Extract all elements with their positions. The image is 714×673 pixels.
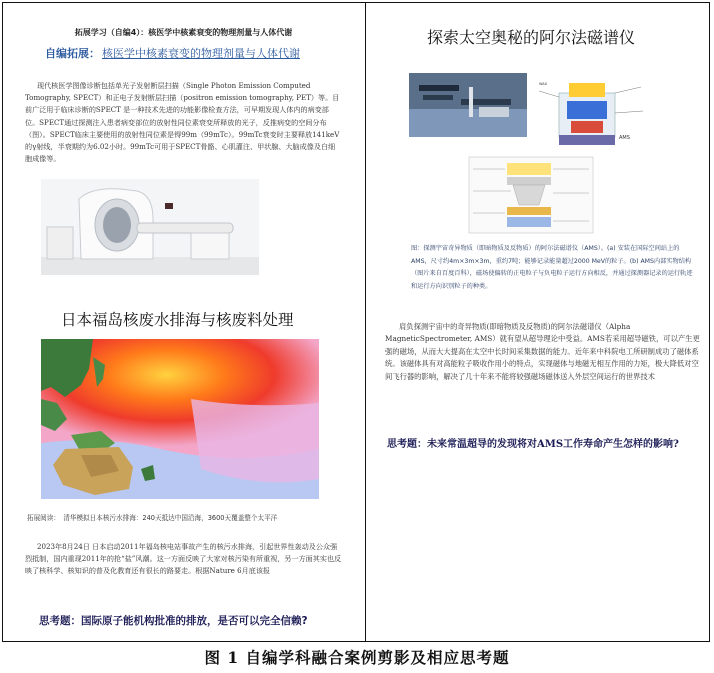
ams-composite-image [409,73,651,235]
ams-caption: 图：探测宇宙奇异物质（即暗物质及反物质）的阿尔法磁谱仪（AMS）。(a) 安装在国际空间站上的AMS，尺寸约4m×3m×3m，重约7吨；能够记录能量超过2000 MeV的粒子。(b) AMS内部实物结构（图片来自百度百科），磁场使偏转的正电粒子与负电粒子运行方向相反，并通过探测器记录的运行轨迹和运行方向识别粒子的种类。 [411,245,693,290]
pacific-dispersion-map [41,339,319,499]
ams-paragraph: 肩负探测宇宙中的奇异物质(即暗物质及反物质)的阿尔法磁谱仪（Alpha MagneticSpectrometer, AMS）就有望从超导理论中受益。AMS若采用超导磁铁，可以产生更强的磁场，从而大大提高在太空中长时间采集数据的能力。近年来中科院电工所研制成功了磁体系统。该磁体具有对高能粒子吸收作用小的特点，实现磁体与地磁无相互作用的力矩，极大降低对空间飞行器的影响，解决了几十年来不能将较强磁场磁体送入外层空间运行的世界技术 [385,322,700,381]
left-header: 拓展学习（自编4）：核医学中核素衰变的物理剂量与人体代谢 [74,28,293,37]
panel-divider [365,2,366,642]
subhead-value: 核医学中核素衰变的物理剂量与人体代谢 [102,47,300,60]
spect-scanner-image [41,179,259,275]
subhead-key: 自编拓展： [45,47,100,60]
right-panel [367,3,709,641]
left-think-question: 思考题：国际原子能机构批准的排放，是否可以完全信赖? [39,615,308,627]
right-think-question: 思考题：未来常温超导的发现将对AMS工作寿命产生怎样的影响? [387,439,679,450]
left-subhead [45,45,300,61]
fukushima-title: 日本福岛核废水排海与核废料处理 [61,311,294,329]
left-panel [3,3,364,641]
wax-diagram-label: WAX [539,82,548,86]
left-paragraph-fukushima: 2023年8月24日 日本启动2011年福岛核电站事故产生的核污水排海，引起世界性轰动及公众强烈抵制，国内重现2011年的抢“盐”风潮。这一方面反映了大家对核污染有所重视，另一方面其实也反映了核科学、核知识的普及化教育还有很长的路要走。根据Nature 6月底该报 [25,542,342,576]
ams-diagram-label: AMS [619,135,630,141]
figure-caption: 图 1 自编学科融合案例剪影及相应思考题 [204,648,510,667]
ams-title: 探索太空奥秘的阿尔法磁谱仪 [427,28,636,47]
left-paragraph-spect: 现代核医学图像诊断包括单光子发射断层扫描（Single Photon Emission Computed Tomography, SPECT）和正电子发射断层扫描（positron emission tomography, PET）等。目前广泛用于临床诊断的SPECT 是一种技术先进的功能影像检查方法，可早期发现人体内的病变部位。SPECT通过探测注入患者病变部位的放射性同位素衰变所释放的光子，反推病变的空间分布（图）。SPECT临床主要使用的放射性同位素是锝99m（99mTc）。99mTc衰变时主要释放141keV的γ射线，半衰期约为6.02小时。99mTc可用于SPECT骨骼、心肌灌注、甲状腺、大脑成像及白细胞成像等。 [25,81,340,164]
left-caption: 拓展阅读： 清华模拟日本核污水排海：240天抵达中国沿海，3600天覆盖整个太平洋 [27,514,278,522]
